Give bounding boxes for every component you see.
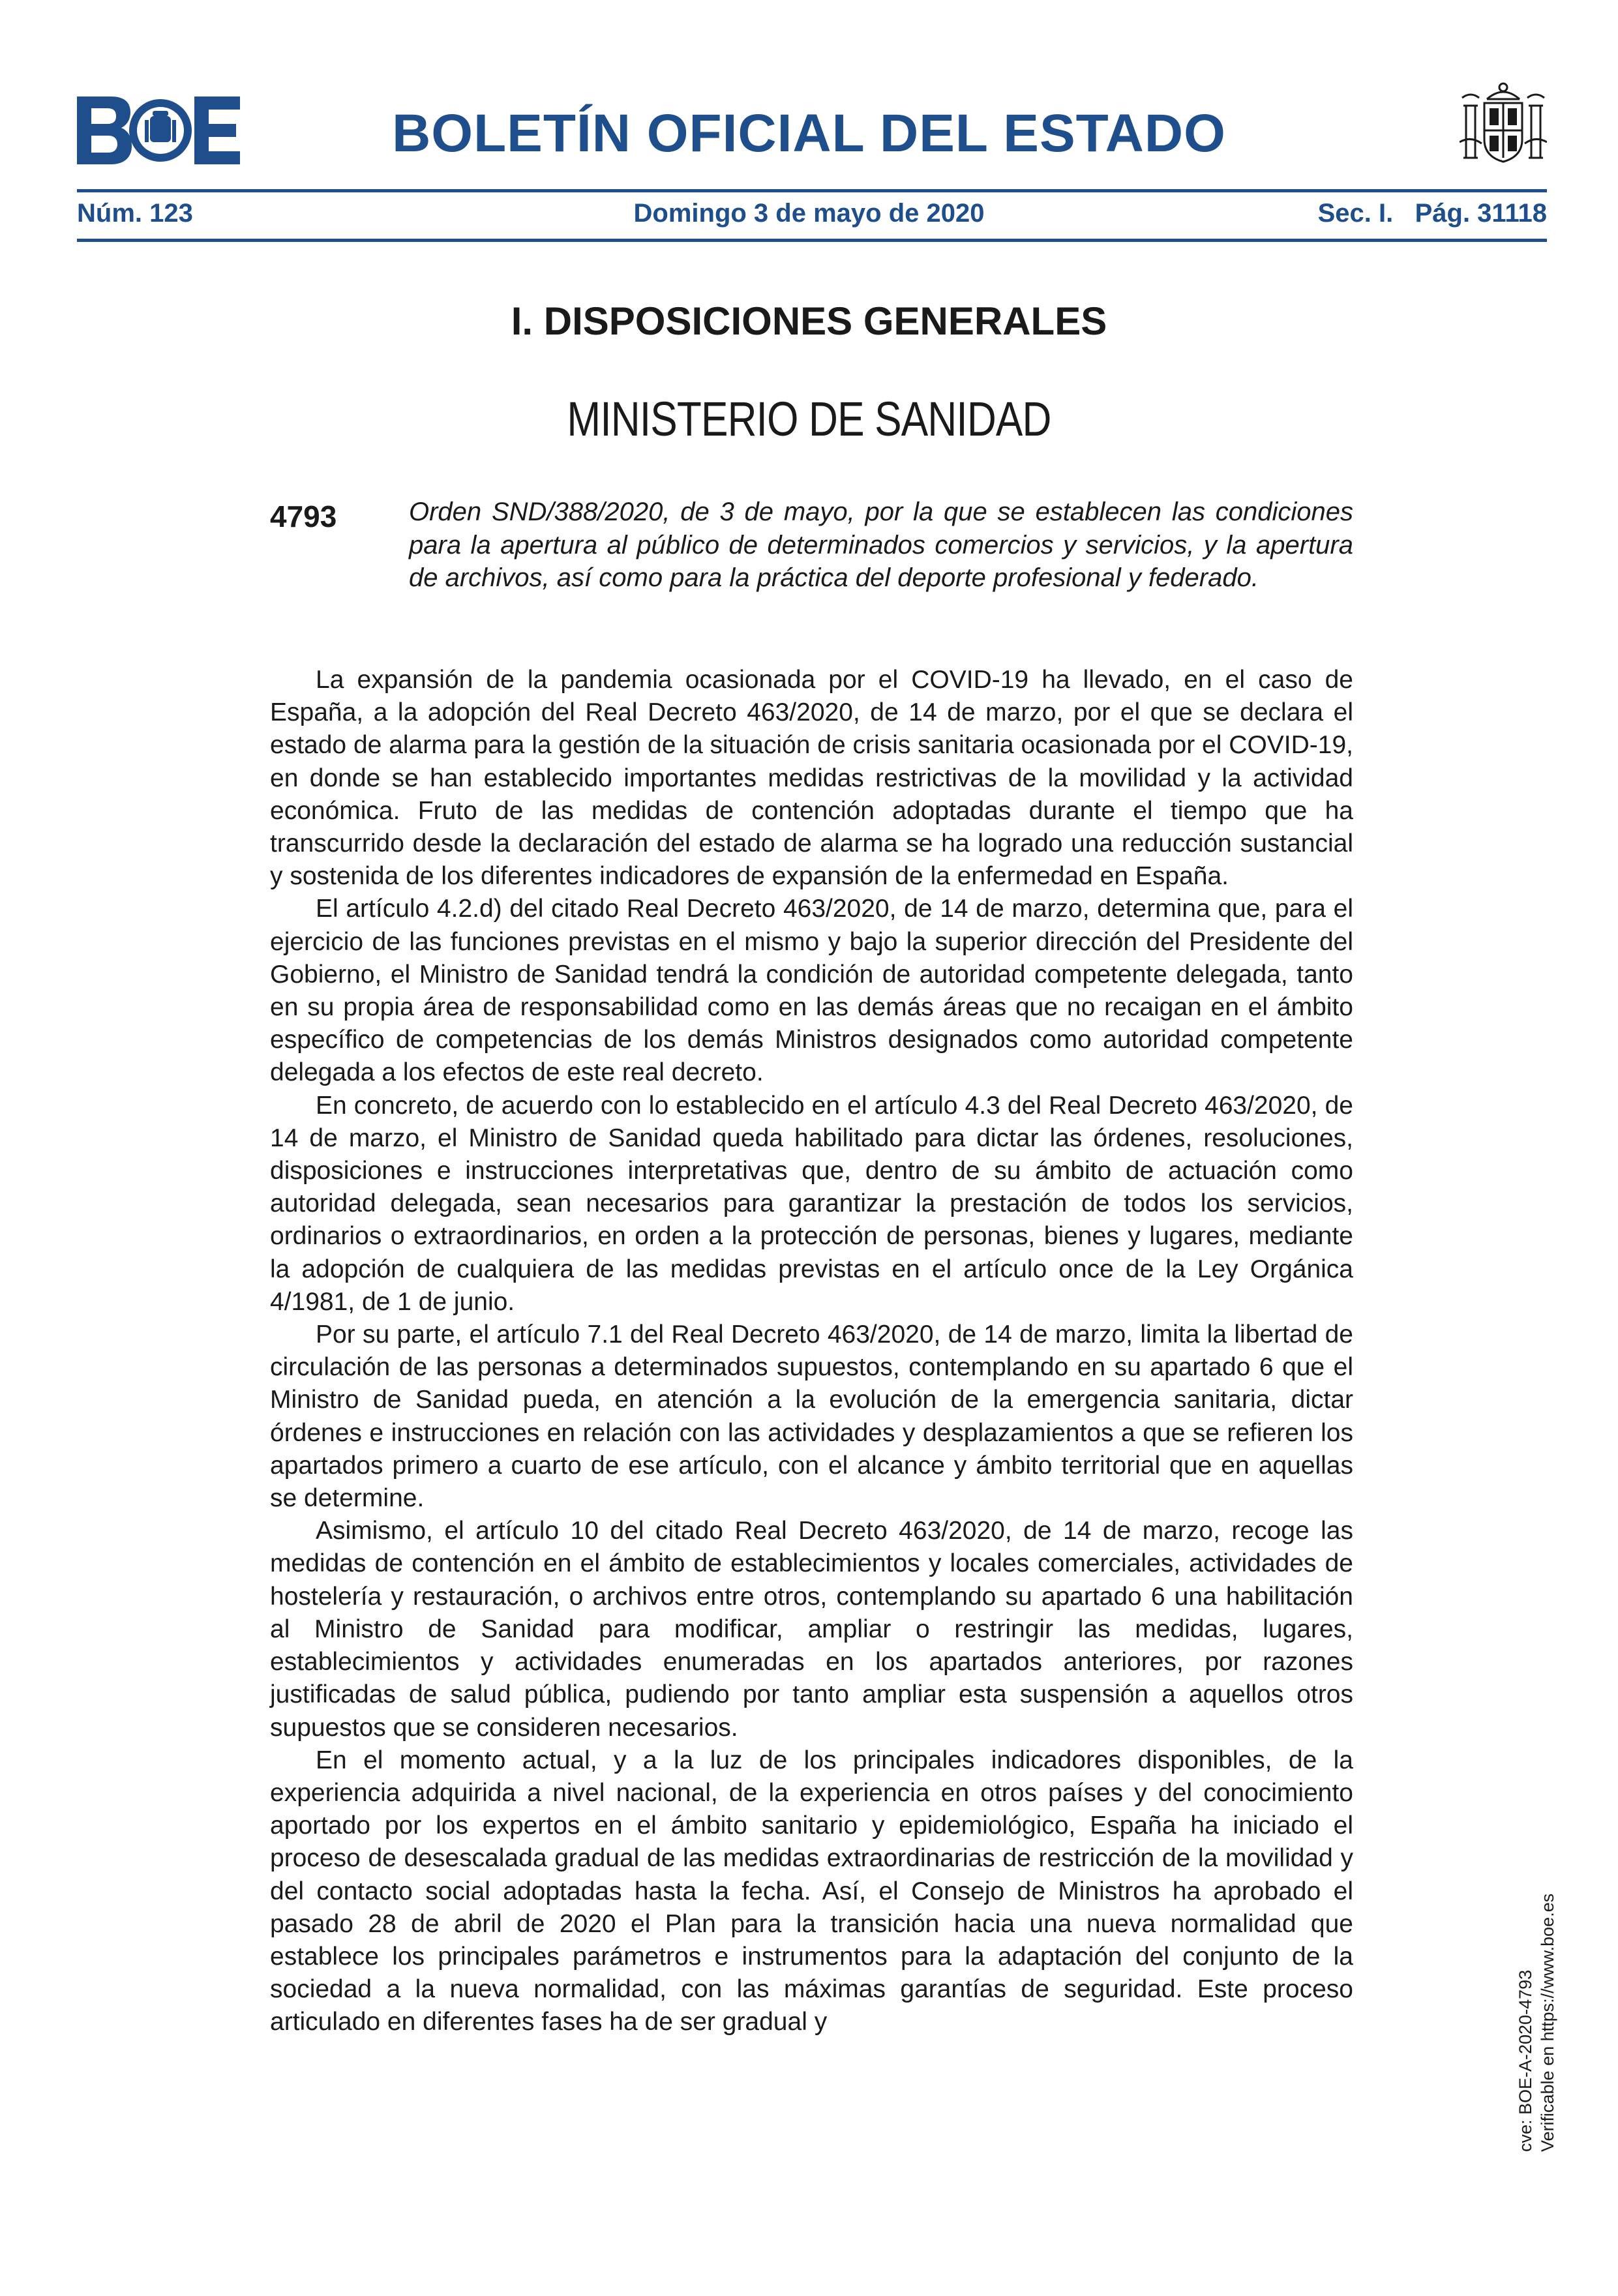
section-page: Sec. I. Pág. 31118 [1317,199,1547,228]
header-rule-bottom [77,239,1547,242]
section-title: I. DISPOSICIONES GENERALES [511,299,1107,343]
issue-date: Domingo 3 de mayo de 2020 [633,199,985,228]
spain-coat-of-arms-icon [1460,80,1547,171]
body-paragraph: En concreto, de acuerdo con lo establecido en el artículo 4.3 del Real Decreto 463/2020, de 14 de marzo, el Ministro de Sanidad queda habilitado para dictar las órdenes, resoluciones, disposiciones e instrucciones interpretativas que, dentro de su ámbito de actuación como autoridad delegada, sean necesarios para garantizar la prestación de todos los servicios, ordinarios o extraordinarios, en orden a la protección de personas, bienes y lugares, mediante la adopción de cualquiera de las medidas previstas en el artículo once de la Ley Orgánica 4/1981, de 1 de junio. [270,1091,1353,1316]
body-paragraph: Por su parte, el artículo 7.1 del Real Decreto 463/2020, de 14 de marzo, limita la libertad de circulación de las personas a determinados supuestos, contemplando en su apartado 6 que el Ministro de Sanidad pueda, en atención a la evolución de la emergencia sanitaria, dictar órdenes e instrucciones en relación con las actividades y desplazamientos a que se refieren los apartados primero a cuarto de ese artículo, con el alcance y ámbito territorial que en aquellas se determine. [270,1320,1353,1513]
ministry-title: MINISTERIO DE SANIDAD [567,392,1051,446]
document-body [270,664,1353,2039]
body-paragraph: En el momento actual, y a la luz de los principales indicadores disponibles, de la experiencia adquirida a nivel nacional, de la experiencia en otros países y del conocimiento aportado por los expertos en el ámbito sanitario y epidemiológico, España ha iniciado el proceso de desescalada gradual de las medidas extraordinarias de restricción de la movilidad y del contacto social adoptadas hasta la fecha. Así, el Consejo de Ministros ha aprobado el pasado 28 de abril de 2020 el Plan para la transición hacia una nueva normalidad que establece los principales parámetros e instrumentos para la adaptación del conjunto de la sociedad a la nueva normalidad, con las máximas garantías de seguridad. Este proceso articulado en diferentes fases ha de ser gradual y [270,1746,1353,2036]
issue-number: Núm. 123 [77,199,193,228]
journal-title: BOLETÍN OFICIAL DEL ESTADO [392,104,1226,163]
cve-margin-note [1514,1894,1559,2152]
body-paragraph: El artículo 4.2.d) del citado Real Decreto 463/2020, de 14 de marzo, determina que, para el ejercicio de las funciones previstas en el mismo y bajo la superior dirección del Presidente del Gobierno, el Ministro de Sanidad tendrá la condición de autoridad competente delegada, tanto en su propia área de responsabilidad como en las demás áreas que no recaigan en el ámbito específico de competencias de los demás Ministros designados como autoridad competente delegada a los efectos de este real decreto. [270,895,1353,1087]
body-paragraph: Asimismo, el artículo 10 del citado Real Decreto 463/2020, de 14 de marzo, recoge las medidas de contención en el ámbito de establecimientos y locales comerciales, actividades de hostelería y restauración, o archivos entre otros, contemplando su apartado 6 una habilitación al Ministro de Sanidad para modificar, ampliar o restringir las medidas, lugares, establecimientos y actividades enumeradas en los apartados anteriores, por razones justificadas de salud pública, pudiendo por tanto ampliar esta suspensión a aquellos otros supuestos que se consideren necesarios. [270,1517,1353,1742]
reference-number: 4793 [270,499,337,533]
header-rule-top [77,189,1547,192]
order-summary: Orden SND/388/2020, de 3 de mayo, por la que se establecen las condiciones para la apertura al público de determinados comercios y servicios, y la apertura de archivos, así como para la práctica del deporte profesional y federado. [409,498,1353,592]
body-paragraph: La expansión de la pandemia ocasionada por el COVID-19 ha llevado, en el caso de España, a la adopción del Real Decreto 463/2020, de 14 de marzo, por el que se declara el estado de alarma para la gestión de la situación de crisis sanitaria ocasionada por el COVID-19, en donde se han establecido importantes medidas restrictivas de la movilidad y la actividad económica. Fruto de las medidas de contención adoptadas durante el tiempo que ha transcurrido desde la declaración del estado de alarma se ha logrado una reducción sustancial y sostenida de los diferentes indicadores de expansión de la enfermedad en España. [270,666,1353,891]
verify-link[interactable]: Verificable en https://www.boe.es [1538,1893,1557,2152]
cve-code: cve: BOE-A-2020-4793 [1516,1969,1535,2152]
